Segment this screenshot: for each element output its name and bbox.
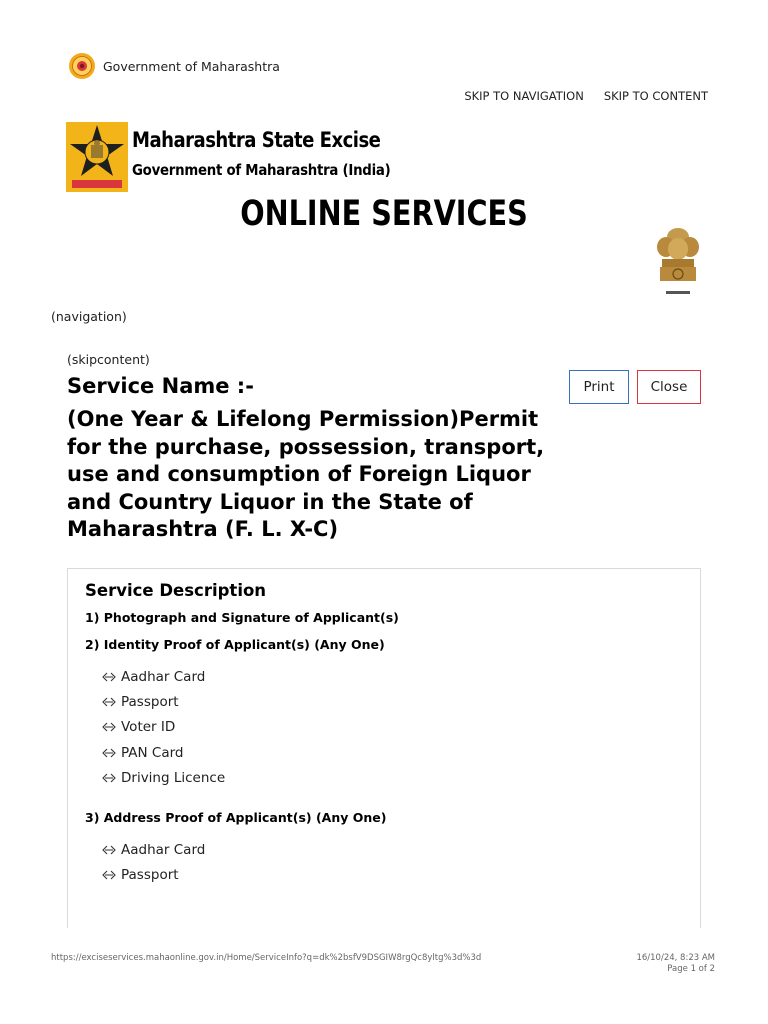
print-button[interactable]: Print (569, 370, 629, 404)
double-chevron-icon (102, 870, 117, 880)
list-item (102, 664, 225, 689)
double-chevron-icon (102, 697, 117, 707)
government-bar (68, 52, 280, 80)
document-name: Voter ID (121, 719, 176, 736)
document-name: Driving Licence (121, 769, 226, 786)
identity-proof-list (102, 664, 225, 790)
requirement-heading: 1) Photograph and Signature of Applicant(s) (85, 610, 399, 625)
list-item (102, 689, 225, 714)
double-chevron-icon (102, 722, 117, 732)
excise-star-logo-icon (66, 122, 128, 192)
service-description-panel (67, 568, 701, 928)
footer-page-info (636, 953, 715, 975)
skip-to-content-link[interactable]: SKIP TO CONTENT (603, 89, 708, 103)
list-item (102, 837, 205, 862)
footer-datetime: 16/10/24, 8:23 AM (636, 953, 715, 963)
footer-url: https://exciseservices.mahaonline.gov.in/Home/ServiceInfo?q=dk%2bsfV9DSGIW8rgQc8yltg%3d%3d (51, 953, 482, 963)
document-name: PAN Card (121, 744, 184, 761)
document-name: Passport (121, 866, 179, 883)
double-chevron-icon (102, 773, 117, 783)
address-proof-list (102, 837, 205, 888)
requirement-heading: 2) Identity Proof of Applicant(s) (Any One) (85, 637, 385, 652)
brand-title: Maharashtra State Excise (132, 128, 381, 152)
government-label: Government of Maharashtra (103, 58, 280, 74)
skip-links (464, 89, 708, 103)
list-item (102, 740, 225, 765)
double-chevron-icon (102, 748, 117, 758)
document-name: Aadhar Card (121, 841, 206, 858)
document-name: Passport (121, 693, 179, 710)
close-button[interactable]: Close (637, 370, 701, 404)
maharashtra-seal-icon (68, 52, 96, 80)
navigation-placeholder: (navigation) (51, 309, 127, 324)
brand-subtitle: Government of Maharashtra (India) (132, 161, 391, 179)
requirement-heading: 3) Address Proof of Applicant(s) (Any One) (85, 810, 387, 825)
list-item (102, 765, 225, 790)
ashoka-emblem-icon (652, 225, 704, 300)
service-title: (One Year & Lifelong Permission)Permit for the purchase, possession, transport, use and consumption of Foreign Liquor and Country Liquor in the State of Maharashtra (F. L. X-C) (67, 407, 545, 541)
double-chevron-icon (102, 672, 117, 682)
list-item (102, 862, 205, 887)
service-description-heading: Service Description (85, 581, 267, 600)
double-chevron-icon (102, 845, 117, 855)
list-item (102, 715, 225, 740)
document-name: Aadhar Card (121, 668, 206, 685)
online-services-title: ONLINE SERVICES (240, 194, 528, 234)
skipcontent-placeholder: (skipcontent) (67, 352, 150, 367)
footer-page-number: Page 1 of 2 (667, 964, 715, 974)
skip-to-navigation-link[interactable]: SKIP TO NAVIGATION (464, 89, 584, 103)
service-name-label: Service Name :- (67, 374, 254, 398)
